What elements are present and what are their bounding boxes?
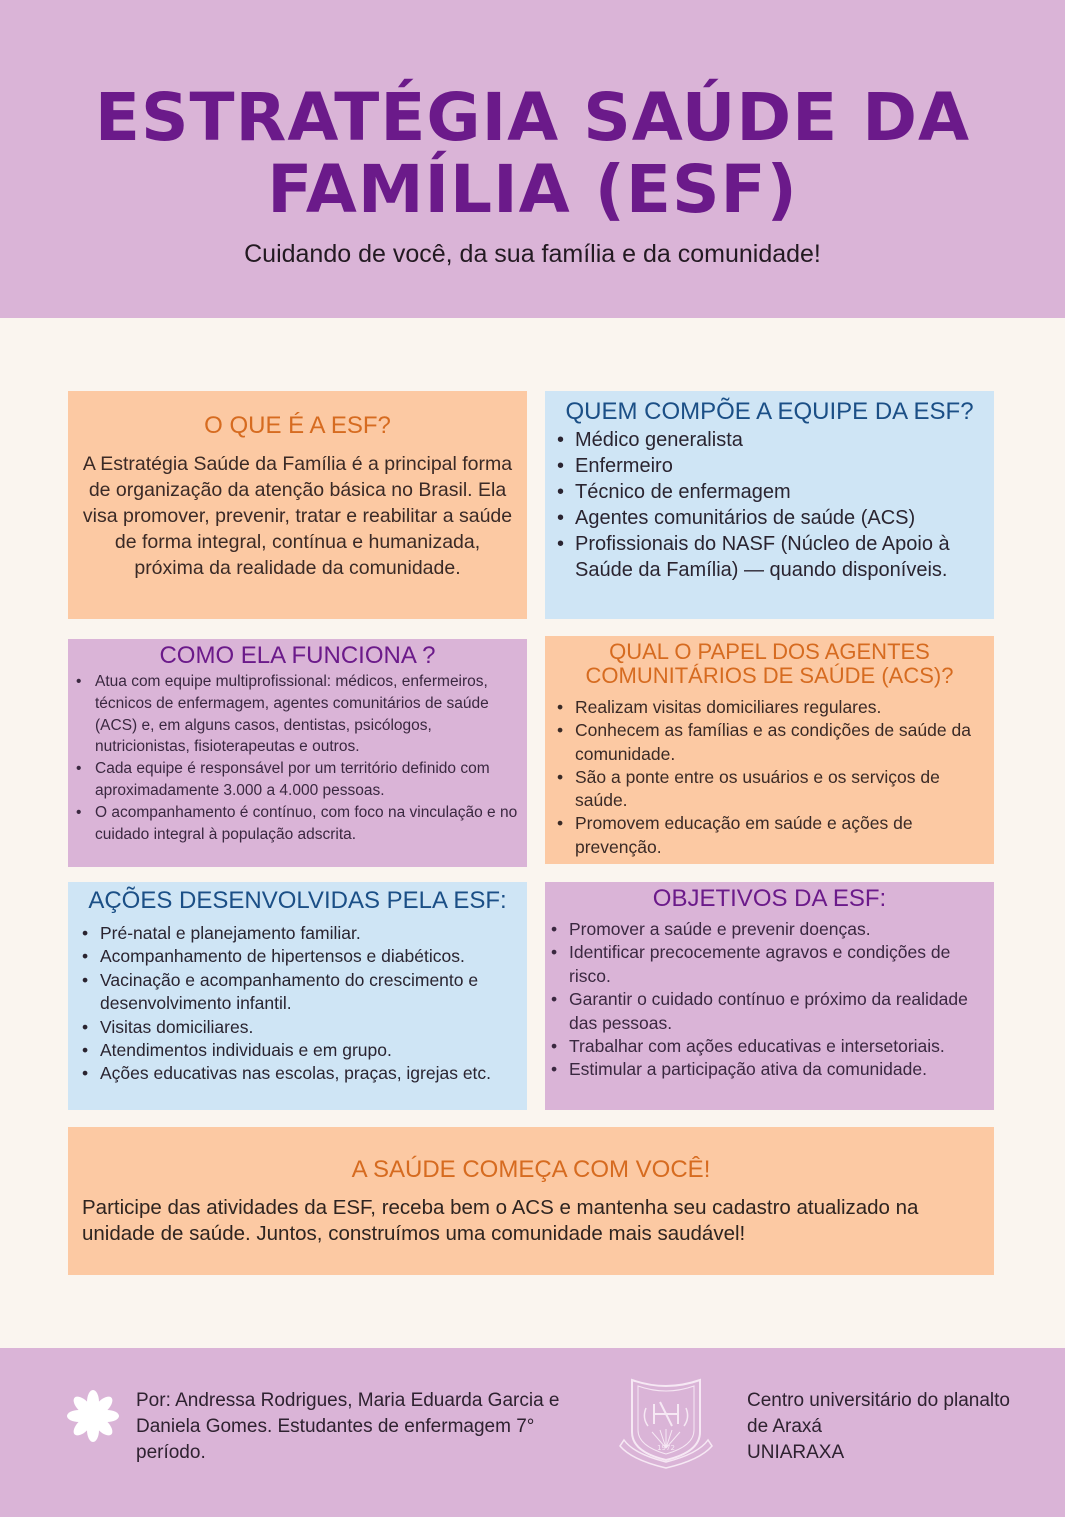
header-banner <box>0 0 1065 318</box>
title-line-2: FAMÍLIA (ESF) <box>267 151 798 228</box>
list-item: • Cada equipe é responsável por um território definido com aproximadamente 3.000 a 4.000 pessoas. <box>74 758 521 802</box>
card-body: A Estratégia Saúde da Família é a principal forma de organização da atenção básica no Brasil. Ela visa promover, prevenir, tratar e reabilitar a saúde de forma integral, contínua e humanizada, próxima da realidade da comunidade. <box>82 453 513 579</box>
list-item: • Atua com equipe multiprofissional: médicos, enfermeiros, técnicos de enfermagem, agentes comunitários de saúde (ACS) e, em alguns casos, dentistas, psicólogos, nutricionistas, fisioterapeutas e outros. <box>74 671 521 758</box>
svg-text:1972: 1972 <box>657 1444 675 1452</box>
list-item: • Trabalhar com ações educativas e intersetoriais. <box>549 1035 990 1058</box>
list-item: • Garantir o cuidado contínuo e próximo da realidade das pessoas. <box>549 988 990 1035</box>
list-item: • Ações educativas nas escolas, praças, igrejas etc. <box>80 1062 515 1085</box>
page-title <box>0 79 1065 228</box>
institution-name <box>747 1388 1047 1466</box>
card-objectives <box>545 882 994 1110</box>
card-call-to-action <box>68 1127 994 1275</box>
university-crest-icon <box>612 1374 720 1474</box>
card-what-is-esf <box>68 391 527 619</box>
institution-line-1: Centro universitário do planalto <box>747 1390 1010 1411</box>
list-item: • Promovem educação em saúde e ações de prevenção. <box>555 812 984 859</box>
list-item: • Visitas domiciliares. <box>80 1016 515 1039</box>
list-item: • Profissionais do NASF (Núcleo de Apoio à Saúde da Família) — quando disponíveis. <box>555 531 984 583</box>
list-item: • Técnico de enfermagem <box>555 479 984 505</box>
acs-role-list <box>555 696 984 859</box>
list-item: • O acompanhamento é contínuo, com foco na vinculação e no cuidado integral à população adscrita. <box>74 802 521 846</box>
list-item: • Realizam visitas domiciliares regulares. <box>555 696 984 719</box>
list-item: • Identificar precocemente agravos e condições de risco. <box>549 941 990 988</box>
list-item: • Médico generalista <box>555 427 984 453</box>
card-heading: OBJETIVOS DA ESF: <box>652 885 887 912</box>
objectives-list <box>549 918 990 1082</box>
title-line-1: ESTRATÉGIA SAÚDE DA <box>94 79 971 156</box>
card-acs-role <box>545 636 994 864</box>
card-heading: A SAÚDE COMEÇA COM VOCÊ! <box>351 1156 711 1183</box>
card-team <box>545 391 994 619</box>
author-credits: Por: Andressa Rodrigues, Maria Eduarda Garcia e Daniela Gomes. Estudantes de enfermagem 7° período. <box>136 1390 560 1463</box>
page-subtitle: Cuidando de você, da sua família e da comunidade! <box>244 240 821 268</box>
list-item: • Promover a saúde e prevenir doenças. <box>549 918 990 941</box>
card-how-it-works <box>68 639 527 867</box>
card-heading: AÇÕES DESENVOLVIDAS PELA ESF: <box>88 887 507 914</box>
list-item: • Estimular a participação ativa da comunidade. <box>549 1058 990 1081</box>
list-item: • Acompanhamento de hipertensos e diabéticos. <box>80 945 515 968</box>
flower-icon <box>66 1389 120 1443</box>
list-item: • Atendimentos individuais e em grupo. <box>80 1039 515 1062</box>
list-item: • São a ponte entre os usuários e os serviços de saúde. <box>555 766 984 813</box>
card-actions <box>68 882 527 1110</box>
institution-line-2: de Araxá <box>747 1416 822 1437</box>
list-item: • Enfermeiro <box>555 453 984 479</box>
card-heading: O QUE É A ESF? <box>204 412 391 439</box>
list-item: • Agentes comunitários de saúde (ACS) <box>555 505 984 531</box>
list-item: • Conhecem as famílias e as condições de saúde da comunidade. <box>555 719 984 766</box>
list-item: • Vacinação e acompanhamento do crescimento e desenvolvimento infantil. <box>80 969 515 1016</box>
actions-list <box>80 922 515 1086</box>
team-list <box>555 427 984 583</box>
card-heading: QUEM COMPÕE A EQUIPE DA ESF? <box>565 398 974 425</box>
list-item: • Pré-natal e planejamento familiar. <box>80 922 515 945</box>
institution-line-3: UNIARAXA <box>747 1442 845 1463</box>
card-heading: QUAL O PAPEL DOS AGENTES COMUNITÁRIOS DE SAÚDE (ACS)? <box>585 639 954 688</box>
how-it-works-list <box>74 671 521 845</box>
card-body: Participe das atividades da ESF, receba bem o ACS e mantenha seu cadastro atualizado na unidade de saúde. Juntos, construímos uma comunidade mais saudável! <box>82 1196 919 1245</box>
card-heading: COMO ELA FUNCIONA ? <box>159 642 436 669</box>
